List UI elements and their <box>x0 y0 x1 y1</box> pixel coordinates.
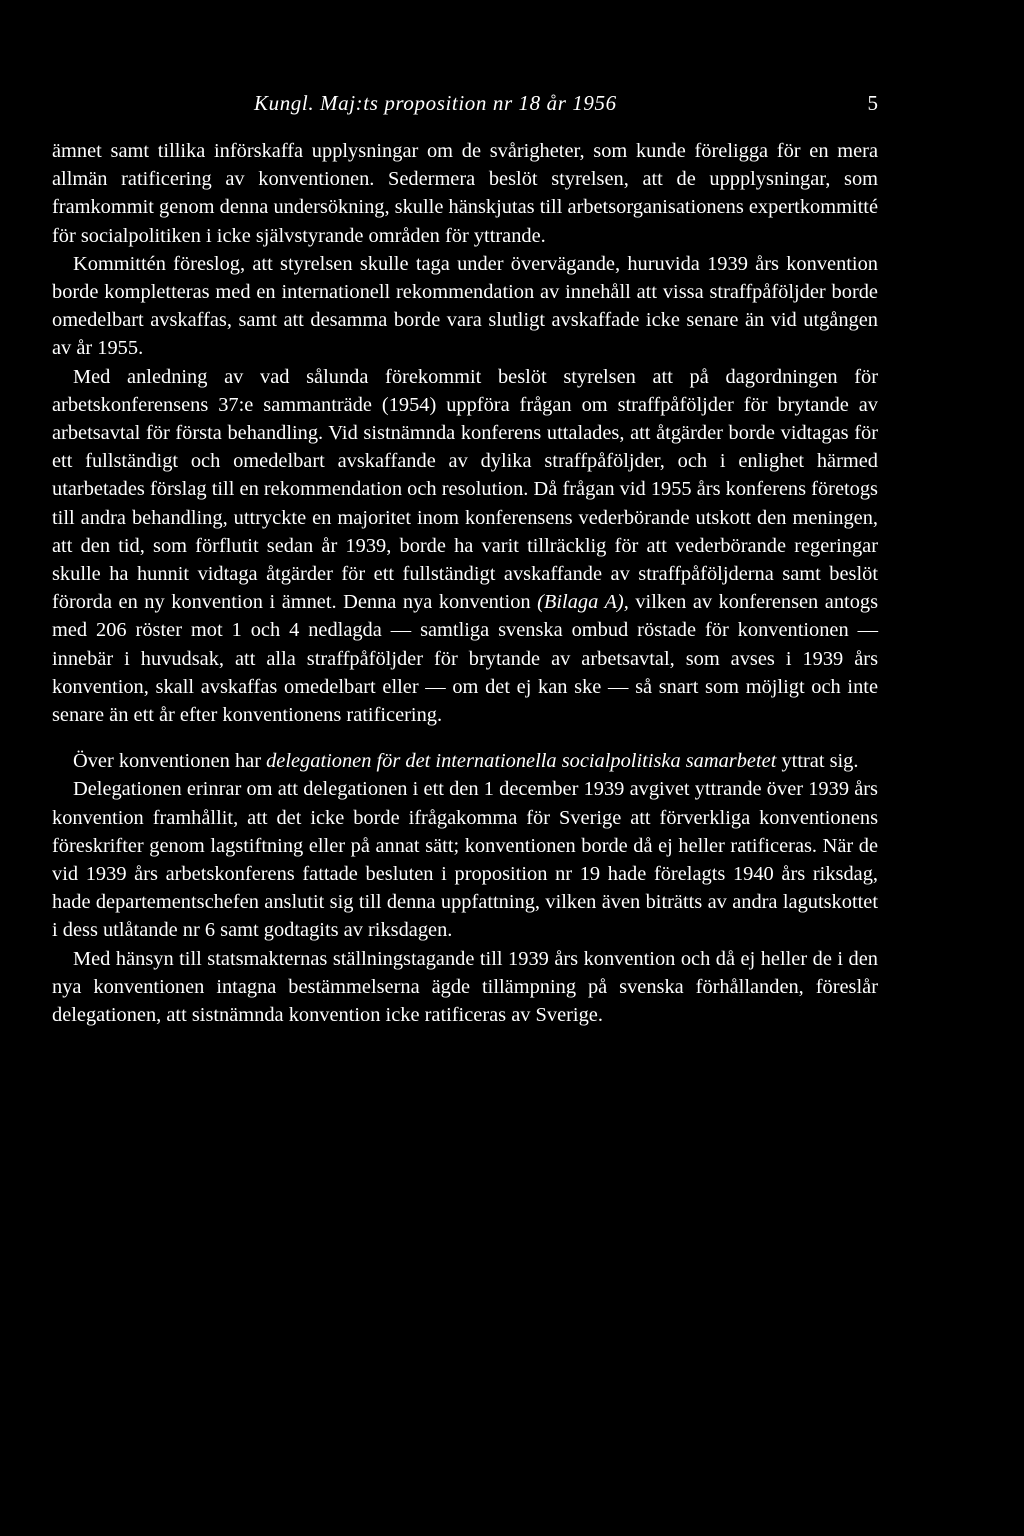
paragraph-delegation-reminder: Delegationen erinrar om att delegationen i ett den 1 december 1939 avgivet yttrande över 1939 års konvention framhållit, att det icke borde ifrågakomma för Sverige att förverkliga konventionens föreskrifter genom lagstiftning eller på annat sätt; konventionen borde då ej heller ratificeras. När de vid 1939 års arbetskonferens fattade besluten i proposition nr 19 hade förelagts 1940 års riksdag, hade departementschefen anslutit sig till denna uppfattning, vilken även biträtts av andra lagutskottet i dess utlåtande nr 6 samt godtagits av riksdagen. <box>52 778 878 942</box>
body-text <box>52 137 878 1029</box>
header-title: Kungl. Maj:ts proposition nr 18 år 1956 <box>254 91 617 115</box>
paragraph-text: Med anledning av vad sålunda förekommit beslöt styrelsen att på dagordningen för arbetskonferensens 37:e sammanträde (1954) uppföra frågan om straffpåföljder för brytande av arbetsavtal för första behandling. Vid sistnämnda konferens uttalades, att åtgärder borde vidtagas för ett fullständigt och omedelbart avskaffande av dylika straffpåföljder, och i enlighet härmed utarbetades förslag till en rekommendation och resolution. Då frågan vid 1955 års konferens företogs till andra behandling, uttryckte en majoritet inom konferensens vederbörande utskott den meningen, att den tid, som förflutit sedan år 1939, borde ha varit tillräcklig för att vederbörande regeringar skulle ha hunnit vidtaga åtgärder för ett fullständigt avskaffande av straffpåföljderna samt beslöt förorda en ny konvention i ämnet. Denna nya konvention <box>52 365 878 614</box>
paragraph-delegation-conclusion: Med hänsyn till statsmakternas ställningstagande till 1939 års konvention och då ej heller de i den nya konventionen intagna bestämmelserna ägde tillämpning på svenska förhållanden, föreslår delegationen, att sistnämnda konvention icke ratificeras av Sverige. <box>52 947 878 1027</box>
italic-delegation-name: delegationen för det internationella socialpolitiska samarbetet <box>266 750 777 773</box>
paragraph-text: vilken av konferensen antogs med 206 röster mot 1 och 4 nedlagda — samtliga svenska ombud röstade för konventionen — innebär i huvudsak, att alla straffpåföljder för brytande av arbetsavtal, som avses i 1939 års konvention, skall avskaffas omedelbart eller — om det ej kan ske — så snart som möjligt och inte senare än ett år efter konventionens ratificering. <box>52 591 879 727</box>
paragraph-text: yttrat sig. <box>776 750 859 773</box>
paragraph-delegation-intro <box>52 747 878 775</box>
paragraph-text: Över konventionen har <box>73 750 267 773</box>
paragraph-conference-history <box>52 363 878 730</box>
paragraph-committee-proposal: Kommittén föreslog, att styrelsen skulle taga under övervägande, huruvida 1939 års konvention borde kompletteras med en internationell rekommendation av innehåll att vissa straffpåföljder borde omedelbart avskaffas, samt att desamma borde vara slutligt avskaffade icke senare än vid utgången av år 1955. <box>52 252 878 360</box>
page-number: 5 <box>867 91 878 115</box>
document-page <box>52 86 878 1029</box>
paragraph-continued: ämnet samt tillika införskaffa upplysningar om de svårigheter, som kunde föreligga för en mera allmän ratificering av konventionen. Sedermera beslöt styrelsen, att de uppplysningar, som framkommit genom denna undersökning, skulle hänskjutas till arbetsorganisationens expertkommitté för socialpolitiken i icke självstyrande områden för yttrande. <box>52 140 878 247</box>
running-header <box>52 86 878 120</box>
italic-reference: (Bilaga A), <box>537 591 629 614</box>
